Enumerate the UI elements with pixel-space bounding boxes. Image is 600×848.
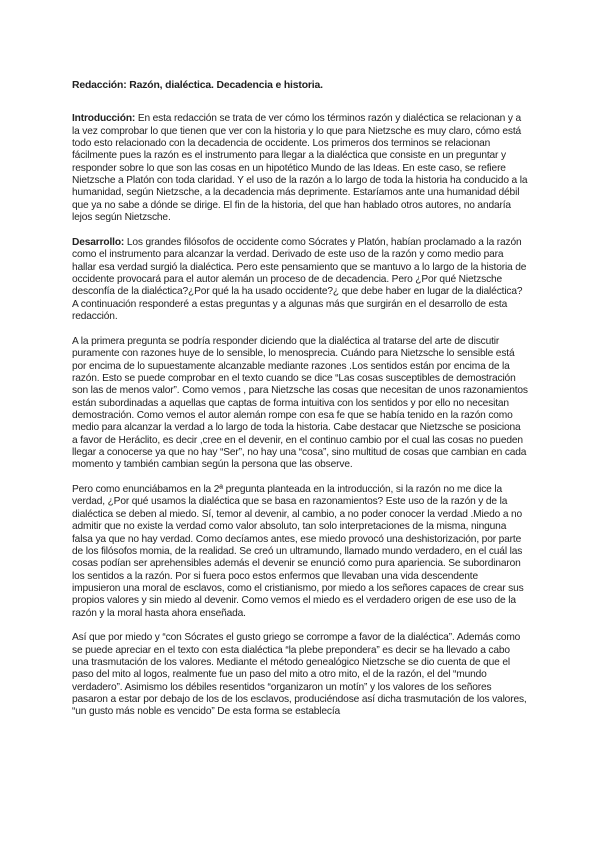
paragraph-text: En esta redacción se trata de ver cómo los términos razón y dialéctica se relacionan y a la vez comprobar lo que tienen que ver con la historia y lo que para Nietzsche es muy claro, cómo está todo esto relacionado con la decadencia de occidente. Los primeros dos terminos se relacionan fácilmente pues la razón es el instrumento para llegar a la dialéctica que consiste en un preguntar y responder sobre lo que son las cosas en un hipotético Mundo de las Ideas. En este caso, se refiere Nietzsche a Platón con toda claridad. Y el uso de la razón a lo largo de toda la historia ha conducido a la humanidad, según Nietzsche, a la decadencia más deprimente. Estaríamos ante una humanidad débil que ya no sabe a dónde se dirige. El fin de la historia, del que han hablado otros autores, no andaría lejos según Nietzsche. xyxy=(72,113,528,224)
paragraph xyxy=(72,336,528,472)
paragraph-text: Pero como enunciábamos en la 2ª pregunta planteada en la introducción, si la razón no me dice la verdad, ¿Por qué usamos la dialéctica que se basa en razonamientos? Este uso de la razón y de la dialéctica se deben al miedo. Sí, temor al devenir, al cambio, a no poder conocer la verdad .Miedo a no admitir que no existe la verdad como valor absoluto, tan solo interpretaciones de la misma, ninguna falsa ya que no hay verdad. Como decíamos antes, ese miedo provocó una deshistorización, por parte de los filósofos momia, de la realidad. Se creó un ultramundo, llamado mundo verdadero, en el cuál las cosas podían ser aprehensibles además el devenir se enunció como pura apariencia. Se subordinaron los sentidos a la razón. Por si fuera poco estos enfermos que llevaban una vida descendente impusieron una moral de esclavos, como el cristianismo, por miedo a los señores capaces de crear sus propios valores y sin miedo al devenir. Como vemos el miedo es el verdadero origen de ese uso de la razón y la moral hasta ahora enseñada. xyxy=(72,484,524,619)
paragraph-text: A la primera pregunta se podría responder diciendo que la dialéctica al tratarse del arte de discutir puramente con razones huye de lo sensible, lo menosprecia. Cuándo para Nietzsche lo sensible está por encima de lo supuestamente alcanzable mediante razones .Los sentidos están por encima de la razón. Esto se puede comprobar en el texto cuando se dice “Las cosas susceptibles de demostración son las de menos valor”. Como vemos , para Nietzsche las cosas que necesitan de unos razonamientos están subordinadas a aquellas que captas de forma intuitiva con los sentidos y por ello no necesitan demostración. Como vemos el autor alemán rompe con esa fe que se había tenido en la razón como medio para alcanzar la verdad a lo largo de toda la historia. Cabe destacar que Nietzsche se posiciona a favor de Heráclito, es decir ,cree en el devenir, en el continuo cambio por el cual las cosas no pueden llegar a conocerse ya que no hay “Ser”, no hay una “cosa”, sino multitud de cosas que cambian en cada momento y también cambian según la persona que las observe. xyxy=(72,335,528,471)
document-body xyxy=(72,80,528,731)
paragraph-development xyxy=(72,237,528,323)
paragraph-lead: Desarrollo: xyxy=(72,236,125,248)
paragraph xyxy=(72,632,528,718)
paragraph xyxy=(72,484,528,620)
paragraph-lead: Introducción: xyxy=(72,113,136,125)
paragraph-text: Así que por miedo y “con Sócrates el gusto griego se corrompe a favor de la dialéctica”. Además como se puede apreciar en el texto con esta dialéctica “la plebe prepondera” es decir se ha llevado a cabo una trasmutación de los valores. Mediante el método genealógico Nietzsche se dio cuenta de que el paso del mito al logos, realmente fue un paso del mito a otro mito, el de la razón, el del “mundo verdadero”. Asimismo los débiles resentidos “organizaron un motín” y los valores de los señores pasaron a estar por debajo de los de los esclavos, produciéndose así dicha trasmutación de los valores, “un gusto más noble es vencido” De esta forma se establecía xyxy=(72,632,527,718)
document-title: Redacción: Razón, dialéctica. Decadencia e historia. xyxy=(72,80,323,91)
paragraph-introduction xyxy=(72,113,528,224)
paragraph-text: Los grandes filósofos de occidente como Sócrates y Platón, habían proclamado a la razón como el instrumento para alcanzar la verdad. Derivado de este uso de la razón y como medio para hallar esa verdad surgió la dialéctica. Pero este pensamiento que se mantuvo a lo largo de la historia de occidente provocará para el autor alemán un proceso de de decadencia. Pero ¿Por qué Nietzsche desconfía de la dialéctica?¿Por qué la ha usado occidente?¿ que debe haber en lugar de la dialéctica? A continuación responderé a estas preguntas y a algunas más que surgirán en el desarrollo de esta redacción. xyxy=(72,236,527,322)
